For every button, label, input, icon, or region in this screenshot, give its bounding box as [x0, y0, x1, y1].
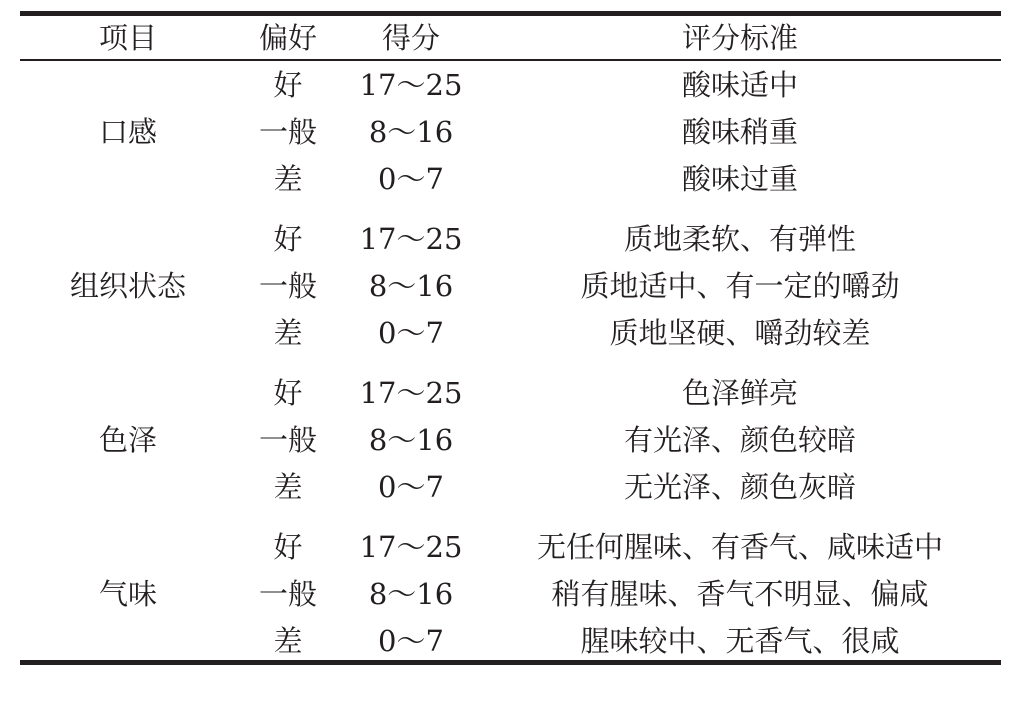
- preference-cell: 一般: [258, 269, 317, 303]
- criteria-cell: 酸味过重: [681, 162, 798, 196]
- preference-cell: 差: [273, 162, 303, 196]
- score-cell: 0～7: [378, 470, 444, 504]
- score-cell: 8～16: [368, 423, 454, 457]
- criteria-cell: 酸味稍重: [681, 115, 798, 149]
- score-cell: 17～25: [359, 530, 463, 564]
- item-cell: 口感: [98, 115, 157, 149]
- criteria-cell: 有光泽、颜色较暗: [623, 423, 856, 457]
- item-cell: 组织状态: [69, 269, 186, 303]
- score-cell: 17～25: [359, 222, 463, 256]
- table-header-rule: [20, 59, 1001, 61]
- header-criteria: 评分标准: [681, 21, 798, 55]
- criteria-cell: 无任何腥味、有香气、咸味适中: [536, 530, 943, 564]
- score-cell: 17～25: [359, 376, 463, 410]
- item-cell: 色泽: [98, 423, 157, 457]
- header-score: 得分: [381, 21, 440, 55]
- preference-cell: 差: [273, 624, 303, 658]
- criteria-cell: 无光泽、颜色灰暗: [623, 470, 856, 504]
- score-cell: 8～16: [368, 269, 454, 303]
- header-preference: 偏好: [258, 21, 317, 55]
- score-cell: 0～7: [378, 624, 444, 658]
- criteria-cell: 稍有腥味、香气不明显、偏咸: [551, 577, 929, 611]
- criteria-cell: 质地坚硬、嚼劲较差: [609, 316, 871, 350]
- score-cell: 8～16: [368, 577, 454, 611]
- preference-cell: 差: [273, 470, 303, 504]
- table-top-rule: [20, 11, 1001, 16]
- criteria-cell: 酸味适中: [681, 68, 798, 102]
- preference-cell: 一般: [258, 577, 317, 611]
- preference-cell: 好: [273, 68, 303, 102]
- header-item: 项目: [98, 21, 157, 55]
- score-cell: 17～25: [359, 68, 463, 102]
- preference-cell: 好: [273, 222, 303, 256]
- criteria-cell: 色泽鲜亮: [681, 376, 798, 410]
- criteria-cell: 腥味较中、无香气、很咸: [580, 624, 900, 658]
- criteria-cell: 质地柔软、有弹性: [623, 222, 856, 256]
- score-cell: 0～7: [378, 316, 444, 350]
- criteria-cell: 质地适中、有一定的嚼劲: [580, 269, 900, 303]
- preference-cell: 好: [273, 530, 303, 564]
- item-cell: 气味: [98, 577, 157, 611]
- preference-cell: 一般: [258, 115, 317, 149]
- score-cell: 8～16: [368, 115, 454, 149]
- preference-cell: 差: [273, 316, 303, 350]
- preference-cell: 一般: [258, 423, 317, 457]
- score-cell: 0～7: [378, 162, 444, 196]
- preference-cell: 好: [273, 376, 303, 410]
